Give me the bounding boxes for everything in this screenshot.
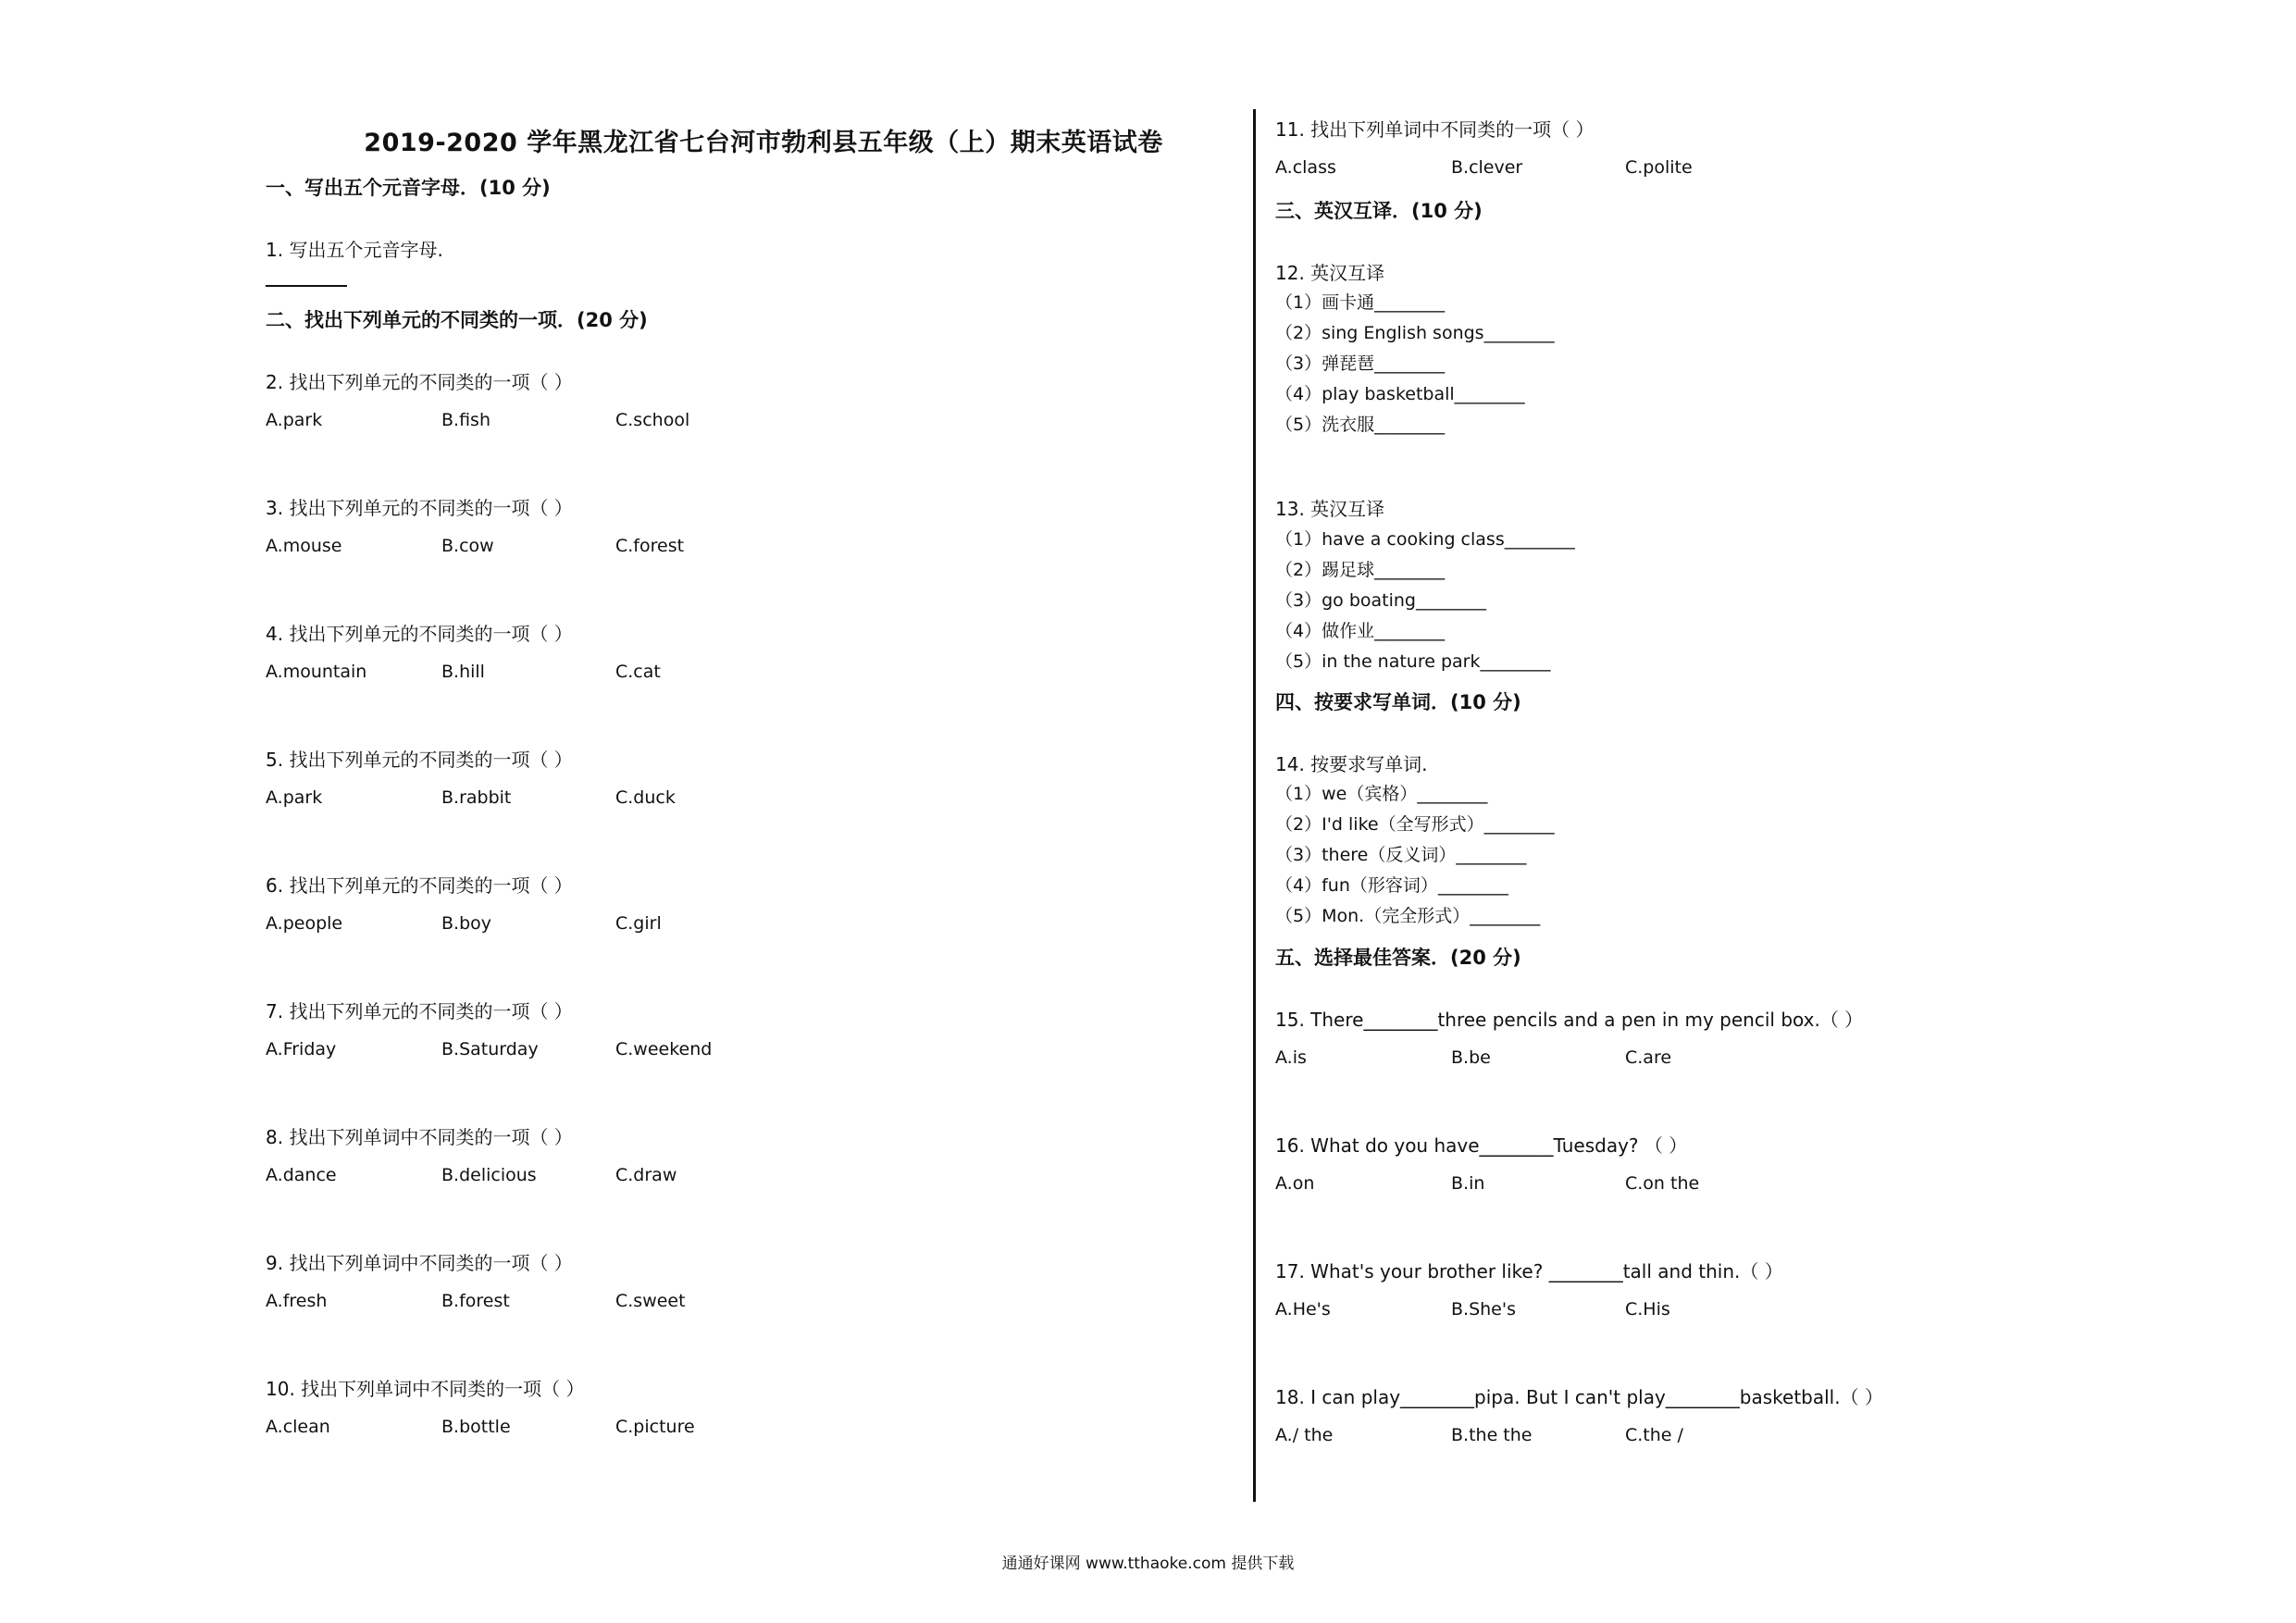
option-c[interactable]: C.weekend: [615, 1039, 713, 1059]
option-a[interactable]: A.mouse: [266, 536, 342, 556]
option-c[interactable]: C.school: [615, 410, 690, 430]
question-1: 1. 写出五个元音字母.: [266, 239, 443, 261]
question-2-options: [266, 410, 913, 432]
question-6: 6. 找出下列单元的不同类的一项（ ）: [266, 874, 573, 897]
option-c[interactable]: C.on the: [1625, 1173, 1700, 1194]
option-a[interactable]: A.dance: [266, 1165, 337, 1185]
q14-item-5[interactable]: （5）Mon.（完全形式）________: [1275, 906, 1541, 926]
option-a[interactable]: A.He's: [1275, 1299, 1331, 1319]
option-a[interactable]: A.mountain: [266, 662, 367, 682]
question-16-options: [1275, 1173, 1923, 1196]
option-b[interactable]: B.fish: [441, 410, 490, 430]
section-heading-1: 一、写出五个元音字母．(10 分): [266, 177, 551, 199]
option-a[interactable]: A.is: [1275, 1047, 1307, 1068]
question-7-options: [266, 1039, 913, 1061]
q12-item-2[interactable]: （2）sing English songs________: [1275, 323, 1555, 343]
question-3: 3. 找出下列单元的不同类的一项（ ）: [266, 497, 573, 519]
option-a[interactable]: A.people: [266, 913, 343, 934]
q13-item-4[interactable]: （4）做作业________: [1275, 621, 1446, 641]
q13-item-5[interactable]: （5）in the nature park________: [1275, 651, 1551, 672]
question-13: 13. 英汉互译: [1275, 498, 1385, 520]
option-b[interactable]: B.clever: [1451, 157, 1523, 178]
column-divider: [1253, 109, 1256, 1502]
option-c[interactable]: C.draw: [615, 1165, 677, 1185]
question-5: 5. 找出下列单元的不同类的一项（ ）: [266, 749, 573, 771]
question-11-options: [1275, 157, 1923, 180]
option-b[interactable]: B.in: [1451, 1173, 1485, 1194]
option-b[interactable]: B.forest: [441, 1291, 510, 1311]
option-c[interactable]: C.girl: [615, 913, 662, 934]
question-17: 17. What's your brother like? ________tall and thin.（ ）: [1275, 1260, 1783, 1282]
question-17-options: [1275, 1299, 1923, 1321]
option-a[interactable]: A.park: [266, 410, 323, 430]
question-15: 15. There________three pencils and a pen in my pencil box.（ ）: [1275, 1009, 1864, 1031]
option-b[interactable]: B.the the: [1451, 1425, 1533, 1445]
question-3-options: [266, 536, 913, 558]
page-title: 2019-2020 学年黑龙江省七台河市勃利县五年级（上）期末英语试卷: [364, 129, 1163, 157]
section-heading-4: 四、按要求写单词．(10 分): [1275, 691, 1521, 713]
option-c[interactable]: C.polite: [1625, 157, 1693, 178]
option-b[interactable]: B.bottle: [441, 1417, 511, 1437]
option-b[interactable]: B.She's: [1451, 1299, 1516, 1319]
option-c[interactable]: C.His: [1625, 1299, 1670, 1319]
section-heading-5: 五、选择最佳答案．(20 分): [1275, 947, 1521, 969]
q12-item-5[interactable]: （5）洗衣服________: [1275, 415, 1446, 435]
question-5-options: [266, 787, 913, 810]
option-c[interactable]: C.picture: [615, 1417, 695, 1437]
option-c[interactable]: C.sweet: [615, 1291, 686, 1311]
question-14: 14. 按要求写单词.: [1275, 753, 1428, 775]
question-16: 16. What do you have________Tuesday? （ ）: [1275, 1134, 1688, 1157]
option-a[interactable]: A.fresh: [266, 1291, 328, 1311]
question-8-options: [266, 1165, 913, 1187]
q14-item-4[interactable]: （4）fun（形容词）________: [1275, 875, 1508, 896]
option-c[interactable]: C.are: [1625, 1047, 1672, 1068]
option-c[interactable]: C.forest: [615, 536, 685, 556]
q12-item-4[interactable]: （4）play basketball________: [1275, 384, 1525, 404]
option-b[interactable]: B.cow: [441, 536, 494, 556]
option-b[interactable]: B.boy: [441, 913, 492, 934]
question-15-options: [1275, 1047, 1923, 1070]
question-18: 18. I can play________pipa. But I can't play________basketball.（ ）: [1275, 1386, 1883, 1408]
answer-blank[interactable]: [266, 285, 347, 287]
option-c[interactable]: C.cat: [615, 662, 661, 682]
question-6-options: [266, 913, 913, 935]
question-7: 7. 找出下列单元的不同类的一项（ ）: [266, 1000, 573, 1022]
question-8: 8. 找出下列单词中不同类的一项（ ）: [266, 1126, 573, 1148]
question-4: 4. 找出下列单元的不同类的一项（ ）: [266, 623, 573, 645]
option-a[interactable]: A.on: [1275, 1173, 1315, 1194]
option-c[interactable]: C.the /: [1625, 1425, 1683, 1445]
option-b[interactable]: B.be: [1451, 1047, 1491, 1068]
q13-item-3[interactable]: （3）go boating________: [1275, 590, 1486, 611]
page-footer: 通通好课网 www.tthaoke.com 提供下载: [1001, 1555, 1295, 1573]
option-b[interactable]: B.hill: [441, 662, 485, 682]
q14-item-3[interactable]: （3）there（反义词）________: [1275, 845, 1527, 865]
question-11: 11. 找出下列单词中不同类的一项（ ）: [1275, 118, 1595, 141]
option-c[interactable]: C.duck: [615, 787, 676, 808]
q14-item-2[interactable]: （2）I'd like（全写形式）________: [1275, 814, 1555, 835]
q12-item-3[interactable]: （3）弹琵琶________: [1275, 353, 1446, 374]
question-18-options: [1275, 1425, 1923, 1447]
option-a[interactable]: A.Friday: [266, 1039, 337, 1059]
q13-item-1[interactable]: （1）have a cooking class________: [1275, 529, 1575, 550]
option-a[interactable]: A.class: [1275, 157, 1336, 178]
question-4-options: [266, 662, 913, 684]
section-heading-3: 三、英汉互译．(10 分): [1275, 200, 1483, 222]
q13-item-2[interactable]: （2）踢足球________: [1275, 560, 1446, 580]
option-a[interactable]: A.park: [266, 787, 323, 808]
question-10: 10. 找出下列单词中不同类的一项（ ）: [266, 1378, 585, 1400]
option-b[interactable]: B.Saturday: [441, 1039, 539, 1059]
option-a[interactable]: A./ the: [1275, 1425, 1334, 1445]
option-b[interactable]: B.delicious: [441, 1165, 537, 1185]
option-b[interactable]: B.rabbit: [441, 787, 512, 808]
question-9-options: [266, 1291, 913, 1313]
question-12: 12. 英汉互译: [1275, 262, 1385, 284]
q14-item-1[interactable]: （1）we（宾格）________: [1275, 784, 1488, 804]
section-heading-2: 二、找出下列单元的不同类的一项．(20 分): [266, 309, 648, 331]
q12-item-1[interactable]: （1）画卡通________: [1275, 292, 1446, 313]
question-2: 2. 找出下列单元的不同类的一项（ ）: [266, 371, 573, 393]
question-9: 9. 找出下列单词中不同类的一项（ ）: [266, 1252, 573, 1274]
option-a[interactable]: A.clean: [266, 1417, 330, 1437]
question-10-options: [266, 1417, 913, 1439]
